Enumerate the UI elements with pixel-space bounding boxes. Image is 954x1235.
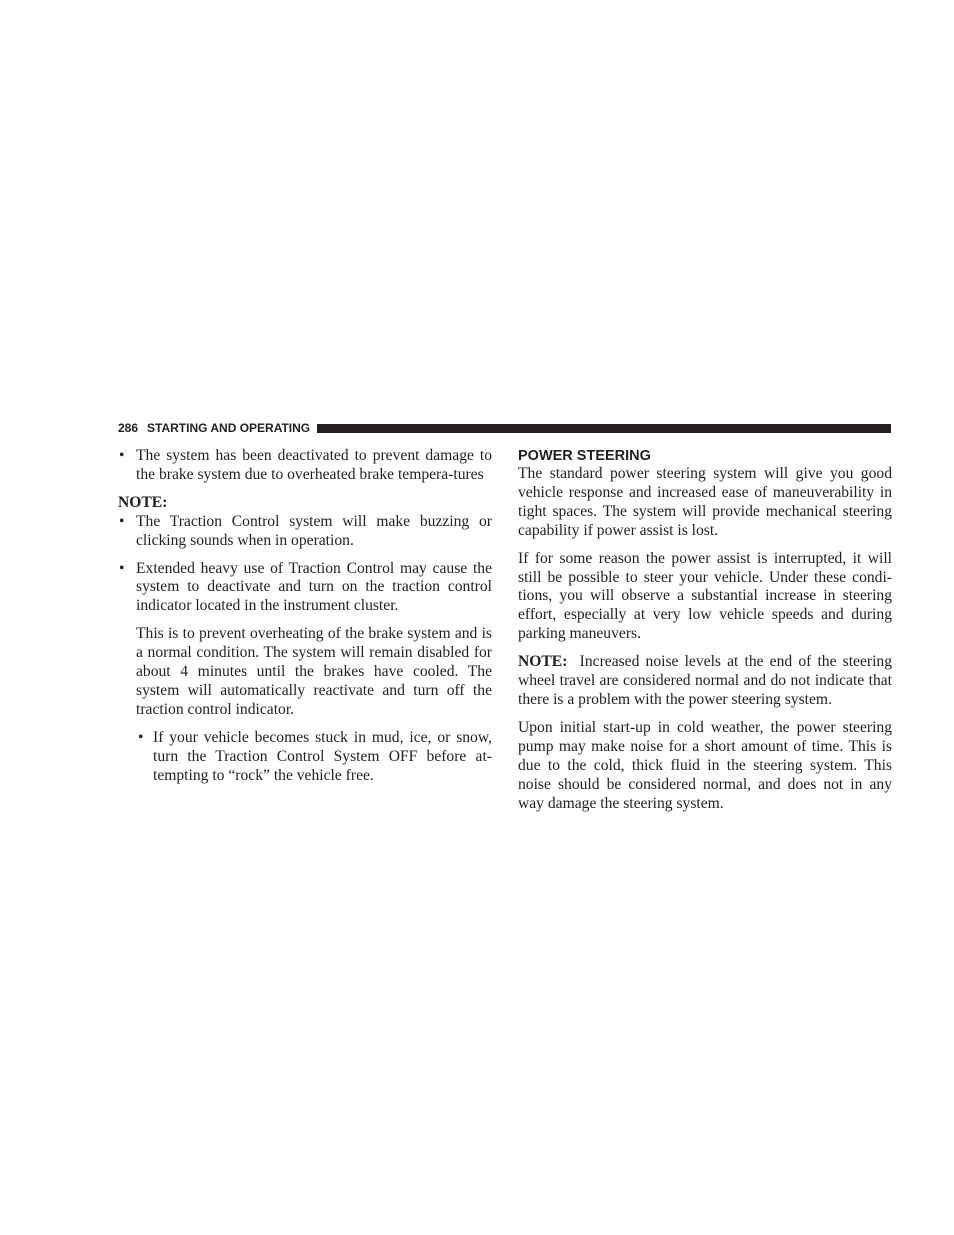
bullet-icon: • xyxy=(138,728,144,746)
note-paragraph xyxy=(518,653,892,710)
body-paragraph: If for some reason the power assist is interrupted, it will still be possible to steer your vehicle. Under these condi-tions, you will observe a substantial increase in steering effort, especially at very low vehicle speeds and during parking maneuvers. xyxy=(518,549,892,643)
list-item xyxy=(118,447,492,485)
right-column xyxy=(518,447,892,813)
section-title: STARTING AND OPERATING xyxy=(147,421,311,435)
note-label: NOTE: xyxy=(518,653,568,671)
body-paragraph: The standard power steering system will give you good vehicle response and increased ease of maneuverability in tight spaces. The system will provide mechanical steering capability if power assist is lost. xyxy=(518,465,892,539)
bullet-text: The Traction Control system will make buzzing or clicking sounds when in operation. xyxy=(136,512,492,549)
list-item xyxy=(118,560,492,617)
bullet-icon: • xyxy=(119,559,125,577)
body-paragraph: This is to prevent overheating of the brake system and is a normal condition. The system will remain disabled for about 4 minutes until the brakes have cooled. The system will automatically reactivate and turn off the traction control indicator. xyxy=(136,625,492,718)
note-text: Increased noise levels at the end of the steering wheel travel are considered normal and do not indicate that there is a problem with the power steering system. xyxy=(518,653,893,708)
list-item xyxy=(118,729,492,786)
bullet-text: Extended heavy use of Traction Control may cause the system to deactivate and turn on the traction control indicator located in the instrument cluster. xyxy=(136,559,492,615)
header-rule xyxy=(317,424,891,433)
bullet-icon: • xyxy=(119,447,125,464)
page-number: 286 xyxy=(118,421,139,435)
list-item xyxy=(118,513,492,551)
bullet-text: The system has been deactivated to prevent damage to the brake system due to overheated brake tempera-tures xyxy=(136,447,492,483)
body-paragraph: Upon initial start-up in cold weather, the power steering pump may make noise for a short amount of time. This is due to the cold, thick fluid in the steering system. This noise should be considered normal, and does not in any way damage the steering system. xyxy=(518,718,892,812)
bullet-icon: • xyxy=(119,512,125,530)
page-header xyxy=(118,420,891,436)
note-label: NOTE: xyxy=(118,493,168,511)
left-column xyxy=(118,447,492,786)
bullet-text: If your vehicle becomes stuck in mud, ice, or snow, turn the Traction Control System OFF before at-tempting to “rock” the vehicle free. xyxy=(153,728,492,784)
section-heading: POWER STEERING xyxy=(518,448,651,464)
